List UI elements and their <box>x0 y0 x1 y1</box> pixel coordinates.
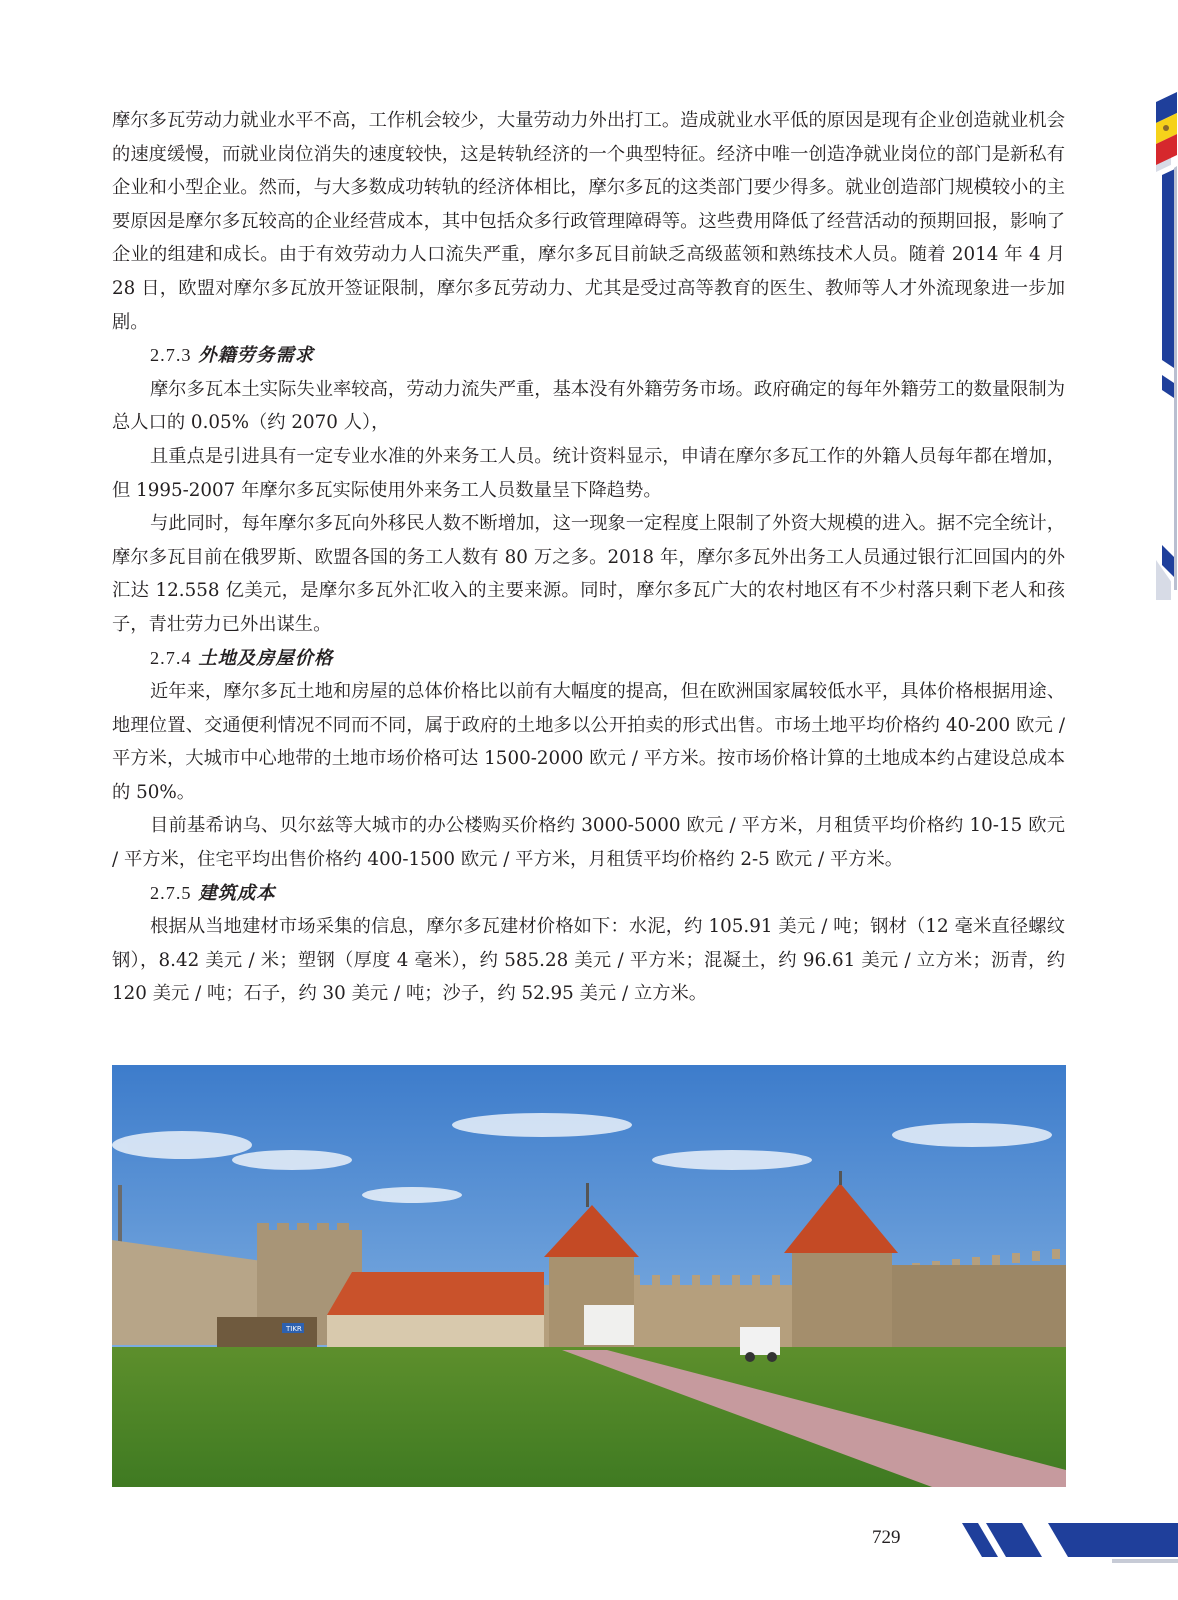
section-number: 2.7.3 <box>150 345 192 366</box>
section-number: 2.7.4 <box>150 647 192 668</box>
paragraph: 近年来，摩尔多瓦土地和房屋的总体价格比以前有大幅度的提高，但在欧洲国家属较低水平，具体价格根据用途、地理位置、交通便利情况不同而不同，属于政府的土地多以公开拍卖的形式出售。市场土地平均价格约 40-200 欧元 / 平方米，大城市中心地带的土地市场价格可达 1500-2000 欧元 / 平方米。按市场价格计算的土地成本约占建设总成本的 50%。 <box>112 681 1065 803</box>
right-tower <box>792 1250 892 1355</box>
fortress-photo <box>112 1065 1066 1487</box>
section-title: 外籍劳务需求 <box>198 345 315 367</box>
section-heading-2-7-5 <box>112 877 1065 911</box>
section-heading-2-7-4 <box>112 642 1065 676</box>
section-heading-2-7-3 <box>112 339 1065 373</box>
paragraph: 根据从当地建材市场采集的信息，摩尔多瓦建材价格如下：水泥，约 105.91 美元 / 吨；钢材（12 毫米直径螺纹钢），8.42 美元 / 米；塑钢（厚度 4 毫米），约 585.28 美元 / 平方米；混凝土，约 96.61 美元 / 立方米；沥青，约 120 美元 / 吨；石子，约 30 美元 / 吨；沙子，约 52.95 美元 / 立方米。 <box>112 916 1065 1005</box>
paragraph: 且重点是引进具有一定专业水准的外来务工人员。统计资料显示，申请在摩尔多瓦工作的外籍人员每年都在增加，但 1995-2007 年摩尔多瓦实际使用外来务工人员数量呈下降趋势。 <box>112 445 1065 501</box>
intro-paragraph: 摩尔多瓦劳动力就业水平不高，工作机会较少，大量劳动力外出打工。造成就业水平低的原因是现有企业创造就业机会的速度缓慢，而就业岗位消失的速度较快，这是转轨经济的一个典型特征。经济中唯一创造净就业岗位的部门是新私有企业和小型企业。然而，与大多数成功转轨的经济体相比，摩尔多瓦的这类部门要少得多。就业创造部门规模较小的主要原因是摩尔多瓦较高的企业经营成本，其中包括众多行政管理障碍等。这些费用降低了经营活动的预期回报，影响了企业的组建和成长。由于有效劳动力人口流失严重，摩尔多瓦目前缺乏高级蓝领和熟练技术人员。随着 2014 年 4 月 28 日，欧盟对摩尔多瓦放开签证限制，摩尔多瓦劳动力、尤其是受过高等教育的医生、教师等人才外流现象进一步加剧。 <box>112 110 1065 333</box>
orange-roof <box>327 1272 544 1315</box>
kiosk-sign: TIKR <box>286 1325 302 1333</box>
moldova-flag-icon <box>1156 92 1177 165</box>
section-number: 2.7.5 <box>150 882 192 903</box>
footer-stripes <box>962 1523 1178 1563</box>
page-body <box>112 104 1065 1011</box>
section-title: 建筑成本 <box>198 882 276 904</box>
section-title: 土地及房屋价格 <box>198 647 334 669</box>
page-number: 729 <box>872 1527 901 1548</box>
side-decoration <box>1078 0 1178 600</box>
paragraph: 与此同时，每年摩尔多瓦向外移民人数不断增加，这一现象一定程度上限制了外资大规模的进入。据不完全统计，摩尔多瓦目前在俄罗斯、欧盟各国的务工人数有 80 万之多。2018 年，摩尔多瓦外出务工人员通过银行汇回国内的外汇达 12.558 亿美元，是摩尔多瓦外汇收入的主要来源。同时，摩尔多瓦广大的农村地区有不少村落只剩下老人和孩子，青壮劳力已外出谋生。 <box>112 513 1065 635</box>
paragraph: 摩尔多瓦本土实际失业率较高，劳动力流失严重，基本没有外籍劳务市场。政府确定的每年外籍劳工的数量限制为总人口的 0.05%（约 2070 人）， <box>112 378 1065 434</box>
paragraph: 目前基希讷乌、贝尔兹等大城市的办公楼购买价格约 3000-5000 欧元 / 平方米，月租赁平均价格约 10-15 欧元 / 平方米，住宅平均出售价格约 400-1500 欧元 / 平方米，月租赁平均价格约 2-5 欧元 / 平方米。 <box>112 815 1065 871</box>
white-screen <box>584 1305 634 1345</box>
